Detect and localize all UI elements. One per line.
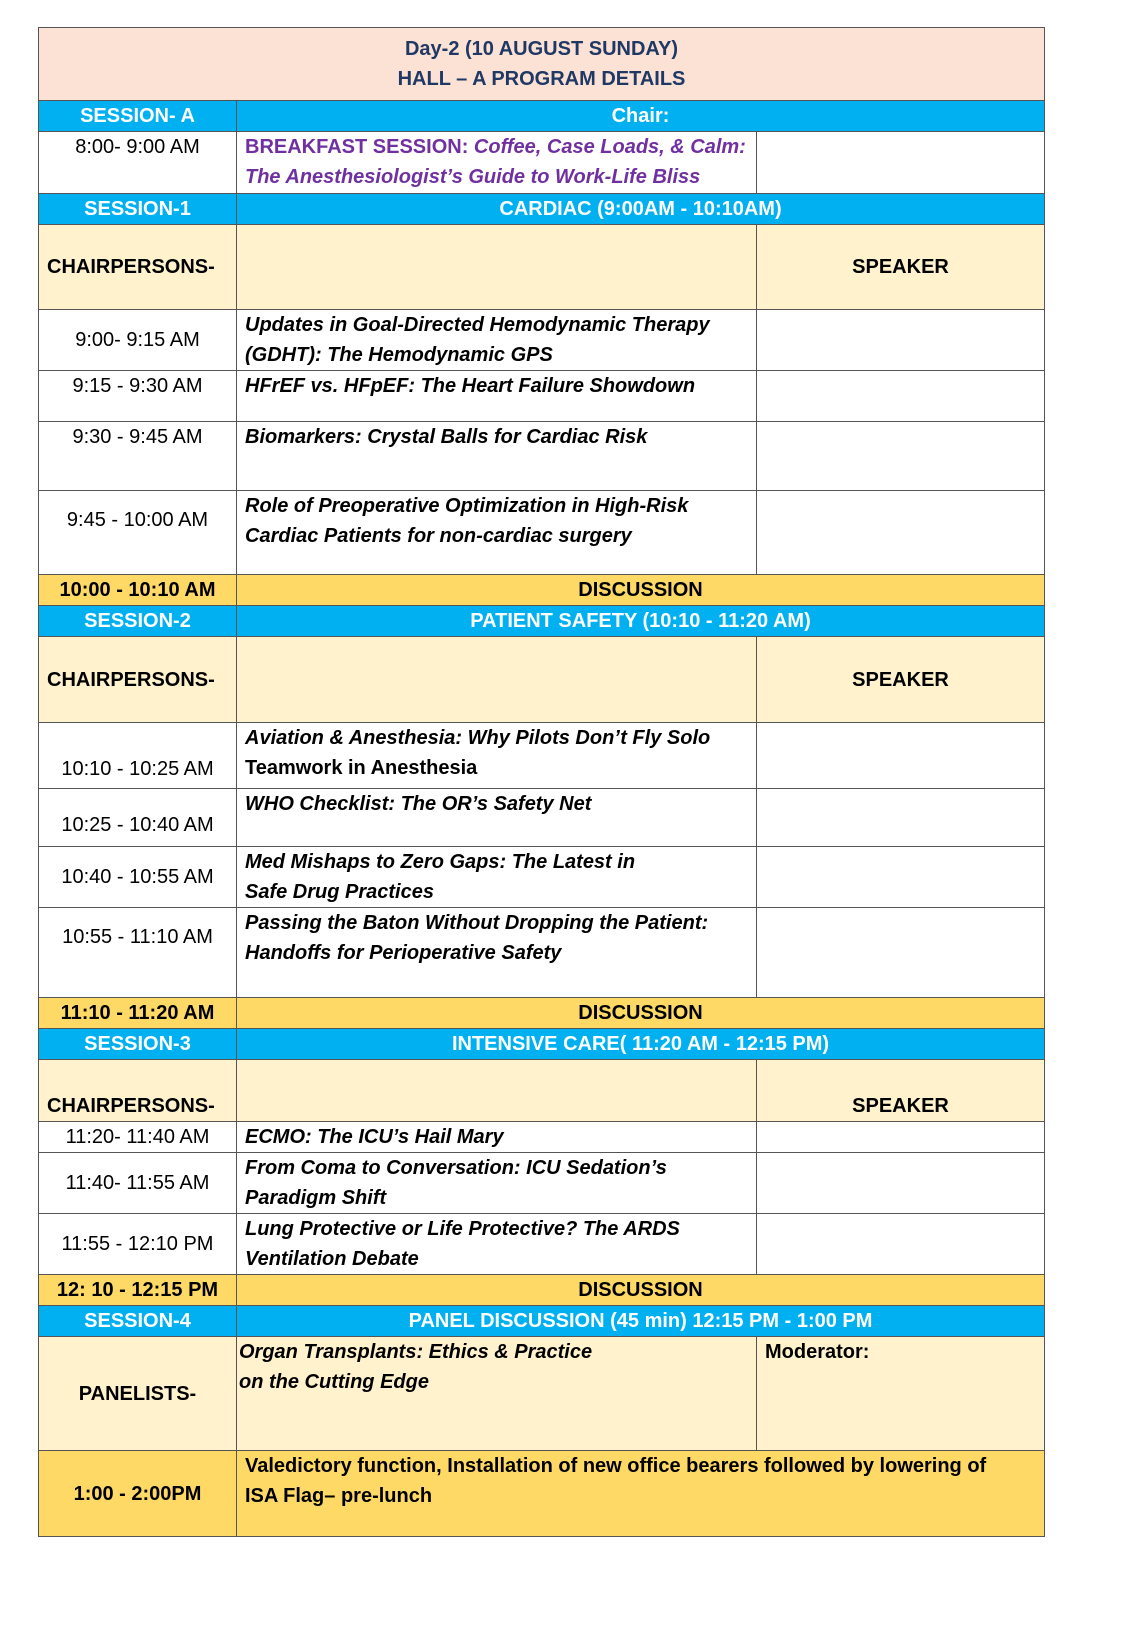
discussion-time: 11:10 - 11:20 AM xyxy=(39,998,237,1029)
session-heading: PANEL DISCUSSION (45 min) 12:15 PM - 1:00 PM xyxy=(237,1306,1045,1337)
speaker-cell xyxy=(757,908,1045,998)
talk-row xyxy=(39,1153,1045,1214)
talk-title: WHO Checklist: The OR’s Safety Net xyxy=(237,789,757,847)
session-label: SESSION-4 xyxy=(39,1306,237,1337)
talk-title: ECMO: The ICU’s Hail Mary xyxy=(237,1122,757,1153)
chairpersons-row xyxy=(39,225,1045,310)
session-4-header xyxy=(39,1306,1045,1337)
speaker-cell xyxy=(757,847,1045,908)
time-cell: 9:00- 9:15 AM xyxy=(39,310,237,371)
discussion-time: 10:00 - 10:10 AM xyxy=(39,575,237,606)
talk-row xyxy=(39,908,1045,998)
session-label: SESSION- A xyxy=(39,101,237,132)
panelists-label: PANELISTS- xyxy=(39,1337,237,1451)
talk-title: BREAKFAST SESSION: Coffee, Case Loads, & Calm: The Anesthesiologist’s Guide to Work-Life Bliss xyxy=(237,132,757,194)
talk-row xyxy=(39,310,1045,371)
time-cell: 10:25 - 10:40 AM xyxy=(39,789,237,847)
moderator-label: Moderator: xyxy=(757,1337,1045,1451)
session-a-header xyxy=(39,101,1045,132)
discussion-row xyxy=(39,998,1045,1029)
discussion-label: DISCUSSION xyxy=(237,998,1045,1029)
time-cell: 8:00- 9:00 AM xyxy=(39,132,237,194)
speaker-cell xyxy=(757,371,1045,422)
talk-row xyxy=(39,1214,1045,1275)
chairpersons-label: CHAIRPERSONS- xyxy=(39,637,237,723)
talk-title: Biomarkers: Crystal Balls for Cardiac Risk xyxy=(237,422,757,491)
talk-row xyxy=(39,789,1045,847)
speaker-cell xyxy=(757,310,1045,371)
discussion-row xyxy=(39,1275,1045,1306)
time-cell: 11:55 - 12:10 PM xyxy=(39,1214,237,1275)
talk-title: From Coma to Conversation: ICU Sedation’s Paradigm Shift xyxy=(237,1153,757,1214)
session-label: SESSION-2 xyxy=(39,606,237,637)
talk-row xyxy=(39,1122,1045,1153)
speaker-cell xyxy=(757,1214,1045,1275)
time-cell: 11:40- 11:55 AM xyxy=(39,1153,237,1214)
time-cell: 9:30 - 9:45 AM xyxy=(39,422,237,491)
session-2-header xyxy=(39,606,1045,637)
speaker-cell xyxy=(757,1153,1045,1214)
speaker-header: SPEAKER xyxy=(757,225,1045,310)
program-table xyxy=(38,27,1045,1537)
chairpersons-row xyxy=(39,637,1045,723)
time-cell: 11:20- 11:40 AM xyxy=(39,1122,237,1153)
page-title: Day-2 (10 AUGUST SUNDAY) xyxy=(404,38,679,60)
discussion-label: DISCUSSION xyxy=(237,1275,1045,1306)
discussion-time: 12: 10 - 12:15 PM xyxy=(39,1275,237,1306)
speaker-cell xyxy=(757,491,1045,575)
session-a-row xyxy=(39,132,1045,194)
session-chair: Chair: xyxy=(237,101,1045,132)
panel-topic: Organ Transplants: Ethics & Practice on the Cutting Edge xyxy=(237,1337,757,1451)
time-cell: 10:55 - 11:10 AM xyxy=(39,908,237,998)
talk-row xyxy=(39,491,1045,575)
speaker-cell xyxy=(757,422,1045,491)
chair-names xyxy=(237,1060,757,1122)
discussion-row xyxy=(39,575,1045,606)
talk-title: Role of Preoperative Optimization in High-Risk Cardiac Patients for non-cardiac surgery xyxy=(237,491,757,575)
speaker-header: SPEAKER xyxy=(757,637,1045,723)
talk-row xyxy=(39,847,1045,908)
time-cell: 10:10 - 10:25 AM xyxy=(39,723,237,789)
chairpersons-label: CHAIRPERSONS- xyxy=(39,225,237,310)
closing-text: Valedictory function, Installation of new office bearers followed by lowering of ISA Flag– pre-lunch xyxy=(237,1451,1045,1537)
talk-row xyxy=(39,723,1045,789)
session-label: SESSION-1 xyxy=(39,194,237,225)
session-1-header xyxy=(39,194,1045,225)
session-heading: PATIENT SAFETY (10:10 - 11:20 AM) xyxy=(237,606,1045,637)
speaker-cell xyxy=(757,789,1045,847)
chairpersons-row xyxy=(39,1060,1045,1122)
time-cell: 10:40 - 10:55 AM xyxy=(39,847,237,908)
speaker-cell xyxy=(757,723,1045,789)
panel-row xyxy=(39,1337,1045,1451)
talk-title: Aviation & Anesthesia: Why Pilots Don’t Fly Solo Teamwork in Anesthesia xyxy=(237,723,757,789)
discussion-label: DISCUSSION xyxy=(237,575,1045,606)
speaker-cell xyxy=(757,1122,1045,1153)
speaker-cell xyxy=(757,132,1045,194)
title-row xyxy=(39,28,1045,101)
talk-row xyxy=(39,422,1045,491)
time-cell: 9:45 - 10:00 AM xyxy=(39,491,237,575)
page-subtitle: HALL – A PROGRAM DETAILS xyxy=(397,68,686,90)
chair-names xyxy=(237,637,757,723)
talk-title: Updates in Goal-Directed Hemodynamic Therapy (GDHT): The Hemodynamic GPS xyxy=(237,310,757,371)
session-heading: INTENSIVE CARE( 11:20 AM - 12:15 PM) xyxy=(237,1029,1045,1060)
talk-title: Passing the Baton Without Dropping the Patient: Handoffs for Perioperative Safety xyxy=(237,908,757,998)
talk-title: Lung Protective or Life Protective? The ARDS Ventilation Debate xyxy=(237,1214,757,1275)
talk-title: Med Mishaps to Zero Gaps: The Latest in Safe Drug Practices xyxy=(237,847,757,908)
session-heading: CARDIAC (9:00AM - 10:10AM) xyxy=(237,194,1045,225)
chairpersons-label: CHAIRPERSONS- xyxy=(39,1060,237,1122)
session-label: SESSION-3 xyxy=(39,1029,237,1060)
chair-names xyxy=(237,225,757,310)
closing-time: 1:00 - 2:00PM xyxy=(39,1451,237,1537)
speaker-header: SPEAKER xyxy=(757,1060,1045,1122)
time-cell: 9:15 - 9:30 AM xyxy=(39,371,237,422)
closing-row xyxy=(39,1451,1045,1537)
talk-title: HFrEF vs. HFpEF: The Heart Failure Showdown xyxy=(237,371,757,422)
talk-row xyxy=(39,371,1045,422)
session-3-header xyxy=(39,1029,1045,1060)
